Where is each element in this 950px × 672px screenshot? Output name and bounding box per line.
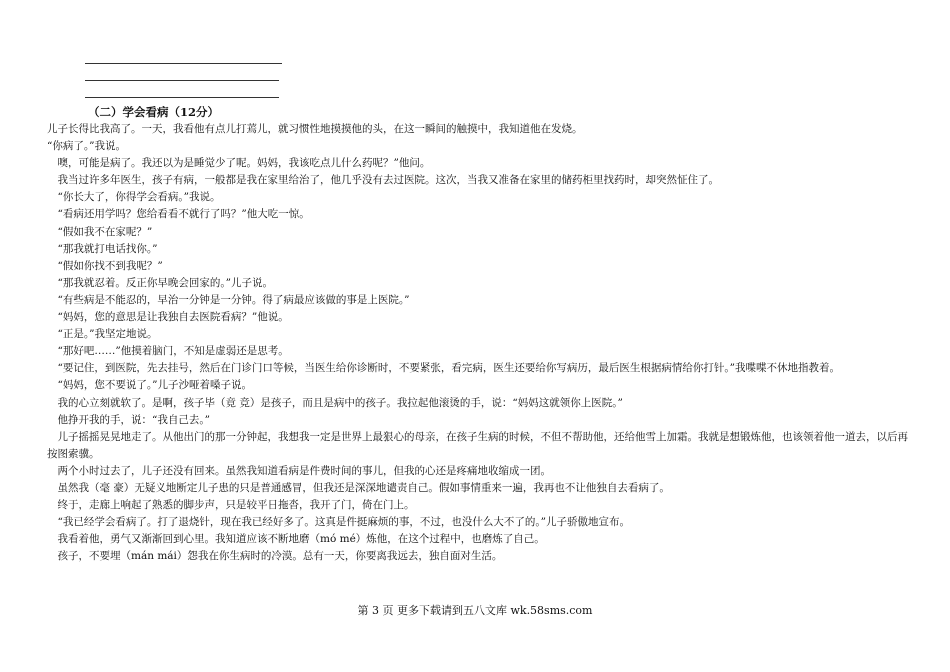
paragraph: 噢，可能是病了。我还以为是睡觉少了呢。妈妈，我该吃点儿什么药呢？”他问。 bbox=[47, 157, 431, 170]
paragraph: 孩子，不要埋（mán mái）怨我在你生病时的冷漠。总有一天，你要离我远去，独自面对生活。 bbox=[47, 550, 503, 563]
paragraph: 我的心立刻就软了。是啊，孩子毕（竟 竞）是孩子，而且是病中的孩子。我拉起他滚烫的手，说：“妈妈这就领你上医院。” bbox=[47, 396, 623, 409]
paragraph: “正是。”我坚定地说。 bbox=[47, 328, 158, 341]
paragraph: “那好吧……”他摸着脑门，不知是虚弱还是思考。 bbox=[47, 345, 289, 358]
paragraph: “你长大了，你得学会看病。”我说。 bbox=[47, 191, 221, 204]
page-footer: 第 3 页 更多下载请到五八文库 wk.58sms.com bbox=[357, 604, 593, 617]
section-heading: （二）学会看病（12分） bbox=[88, 105, 220, 119]
paragraph: “那我就忍着。反正你早晚会回家的。”儿子说。 bbox=[47, 276, 273, 289]
answer-blank-line-2 bbox=[85, 80, 279, 81]
article-body bbox=[47, 121, 917, 565]
paragraph: “看病还用学吗？您给看看不就行了吗？”他大吃一惊。 bbox=[47, 208, 310, 221]
paragraph: “我已经学会看病了。打了退烧针，现在我已经好多了。这真是件挺麻烦的事，不过，也没什么大不了的。”儿子骄傲地宣布。 bbox=[47, 516, 630, 529]
paragraph: 我当过许多年医生，孩子有病，一般都是我在家里给治了，他几乎没有去过医院。这次，当我又准备在家里的储药柜里找药时，却突然怔住了。 bbox=[47, 174, 719, 187]
paragraph: 终于，走廊上响起了熟悉的脚步声，只是较平日拖沓，我开了门，倚在门上。 bbox=[47, 499, 415, 512]
paragraph: 儿子长得比我高了。一天，我看他有点儿打蔫儿，就习惯性地摸摸他的头，在这一瞬间的触摸中，我知道他在发烧。 bbox=[47, 123, 583, 135]
paragraph: 两个小时过去了，儿子还没有回来。虽然我知道看病是件费时间的事儿，但我的心还是疼痛地收缩成一团。 bbox=[47, 464, 551, 477]
paragraph: “你病了。”我说。 bbox=[47, 140, 126, 153]
paragraph: “妈妈，您不要说了。”儿子沙哑着嗓子说。 bbox=[47, 379, 252, 392]
paragraph: 他挣开我的手，说：“我自己去。” bbox=[47, 413, 210, 426]
paragraph: “要记住，到医院，先去挂号，然后在门诊门口等候，当医生给你诊断时，不要紧张，看完病，医生还要给你写病历，最后医生根据病情给你打针。”我喋喋不休地指教着。 bbox=[47, 362, 840, 375]
paragraph: 我看着他，勇气又渐渐回到心里。我知道应该不断地磨（mó mé）炼他，在这个过程中，也磨炼了自己。 bbox=[47, 533, 545, 546]
paragraph: “假如我不在家呢？” bbox=[47, 225, 153, 238]
paragraph: “假如你找不到我呢？” bbox=[47, 259, 163, 272]
paragraph: “那我就打电话找你。” bbox=[47, 242, 158, 255]
answer-blank-line-3 bbox=[85, 97, 279, 98]
paragraph: 儿子摇摇晃晃地走了。从他出门的那一分钟起，我想我一定是世界上最狠心的母亲，在孩子生病的时候，不但不帮助他，还给他雪上加霜。我就是想锻炼他，也该领着他一道去，以后再按图索骥。 bbox=[47, 430, 908, 460]
paragraph: “妈妈，您的意思是让我独自去医院看病？”他说。 bbox=[47, 311, 289, 324]
paragraph: 虽然我（毫 豪）无疑义地断定儿子患的只是普通感冒，但我还是深深地谴责自己。假如事情重来一遍，我再也不让他独自去看病了。 bbox=[47, 481, 670, 494]
paragraph: “有些病是不能忍的，早治一分钟是一分钟。得了病最应该做的事是上医院。” bbox=[47, 293, 410, 306]
answer-blank-line-1 bbox=[85, 63, 282, 64]
